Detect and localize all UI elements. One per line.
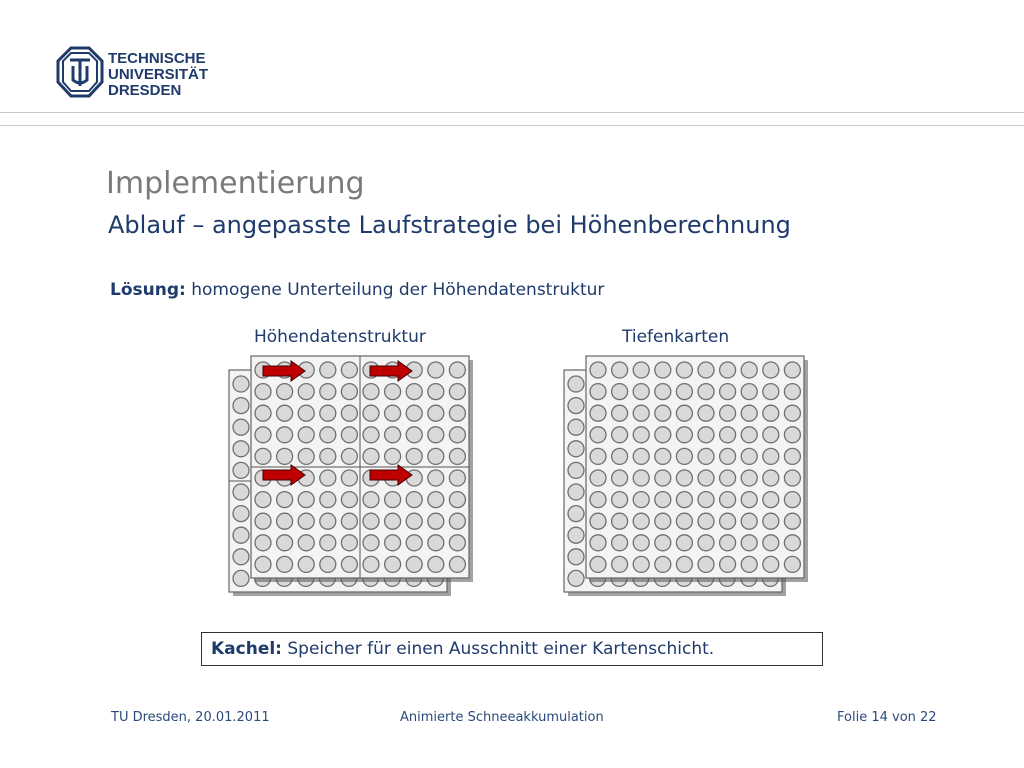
grid-cell-dot	[720, 492, 736, 508]
grid-cell-dot	[233, 398, 249, 414]
grid-cell-dot	[363, 513, 379, 529]
grid-cell-dot	[568, 484, 584, 500]
grid-cell-dot	[633, 405, 649, 421]
grid-cell-dot	[406, 513, 422, 529]
grid-cell-dot	[720, 448, 736, 464]
slide-subtitle: Ablauf – angepasste Laufstrategie bei Höhenberechnung	[108, 211, 791, 239]
grid-cell-dot	[655, 427, 671, 443]
grid-cell-dot	[698, 448, 714, 464]
grid-cell-dot	[233, 441, 249, 457]
grid-cell-dot	[277, 513, 293, 529]
grid-cell-dot	[341, 427, 357, 443]
grid-cell-dot	[590, 427, 606, 443]
grid-cell-dot	[320, 492, 336, 508]
footer-date: TU Dresden, 20.01.2011	[111, 710, 270, 725]
height-structure-diagram	[225, 352, 480, 597]
grid-cell-dot	[720, 384, 736, 400]
grid-cell-dot	[277, 492, 293, 508]
grid-cell-dot	[449, 556, 465, 572]
grid-cell-dot	[720, 427, 736, 443]
depth-layer-front	[586, 356, 808, 582]
grid-cell-dot	[320, 405, 336, 421]
tile-label: Kachel:	[211, 639, 282, 659]
grid-cell-dot	[363, 448, 379, 464]
grid-cell-dot	[406, 405, 422, 421]
grid-cell-dot	[698, 556, 714, 572]
grid-cell-dot	[612, 513, 628, 529]
grid-cell-dot	[568, 441, 584, 457]
grid-cell-dot	[320, 427, 336, 443]
solution-line	[110, 280, 604, 300]
grid-cell-dot	[655, 362, 671, 378]
grid-cell-dot	[612, 448, 628, 464]
grid-cell-dot	[612, 535, 628, 551]
grid-cell-dot	[385, 384, 401, 400]
grid-cell-dot	[385, 427, 401, 443]
grid-cell-dot	[720, 362, 736, 378]
grid-cell-dot	[568, 570, 584, 586]
grid-cell-dot	[633, 535, 649, 551]
grid-cell-dot	[590, 362, 606, 378]
grid-cell-dot	[676, 470, 692, 486]
grid-cell-dot	[449, 492, 465, 508]
grid-cell-dot	[277, 384, 293, 400]
grid-cell-dot	[763, 427, 779, 443]
grid-cell-dot	[428, 384, 444, 400]
grid-cell-dot	[255, 492, 271, 508]
grid-cell-dot	[590, 492, 606, 508]
grid-cell-dot	[568, 527, 584, 543]
grid-cell-dot	[784, 427, 800, 443]
header-rule-top	[0, 112, 1024, 113]
tile-definition-box	[201, 632, 823, 666]
grid-cell-dot	[428, 535, 444, 551]
grid-cell-dot	[763, 362, 779, 378]
grid-cell-dot	[233, 419, 249, 435]
grid-cell-dot	[784, 535, 800, 551]
grid-cell-dot	[655, 535, 671, 551]
grid-cell-dot	[655, 513, 671, 529]
grid-cell-dot	[655, 405, 671, 421]
grid-cell-dot	[612, 384, 628, 400]
grid-cell-dot	[363, 492, 379, 508]
grid-cell-dot	[568, 462, 584, 478]
grid-cell-dot	[341, 448, 357, 464]
grid-cell-dot	[428, 513, 444, 529]
figure-label-height-structure: Höhendatenstruktur	[254, 327, 426, 347]
grid-cell-dot	[341, 384, 357, 400]
depth-maps-diagram	[560, 352, 815, 597]
grid-cell-dot	[763, 384, 779, 400]
grid-cell-dot	[741, 405, 757, 421]
grid-cell-dot	[763, 448, 779, 464]
grid-cell-dot	[568, 419, 584, 435]
logo-text-line1: TECHNISCHE	[108, 50, 206, 67]
grid-cell-dot	[655, 384, 671, 400]
grid-cell-dot	[428, 492, 444, 508]
grid-cell-dot	[784, 384, 800, 400]
grid-cell-dot	[763, 470, 779, 486]
grid-cell-dot	[320, 535, 336, 551]
grid-cell-dot	[341, 535, 357, 551]
grid-cell-dot	[298, 384, 314, 400]
grid-cell-dot	[698, 513, 714, 529]
grid-cell-dot	[698, 535, 714, 551]
grid-cell-dot	[720, 513, 736, 529]
grid-cell-dot	[590, 405, 606, 421]
grid-cell-dot	[385, 513, 401, 529]
grid-cell-dot	[698, 470, 714, 486]
grid-cell-dot	[277, 405, 293, 421]
grid-cell-dot	[298, 535, 314, 551]
grid-cell-dot	[428, 427, 444, 443]
grid-cell-dot	[449, 362, 465, 378]
grid-cell-dot	[612, 470, 628, 486]
footer-topic: Animierte Schneeakkumulation	[400, 710, 604, 725]
grid-cell-dot	[277, 535, 293, 551]
grid-cell-dot	[633, 448, 649, 464]
grid-cell-dot	[233, 462, 249, 478]
grid-cell-dot	[590, 556, 606, 572]
tile-text: Speicher für einen Ausschnitt einer Kartenschicht.	[281, 639, 715, 659]
tu-dresden-logo	[56, 46, 226, 100]
grid-cell-dot	[568, 506, 584, 522]
grid-cell-dot	[568, 376, 584, 392]
grid-cell-dot	[320, 448, 336, 464]
grid-cell-dot	[633, 556, 649, 572]
grid-cell-dot	[320, 556, 336, 572]
grid-cell-dot	[277, 427, 293, 443]
grid-cell-dot	[698, 492, 714, 508]
grid-cell-dot	[406, 556, 422, 572]
grid-cell-dot	[633, 492, 649, 508]
grid-cell-dot	[633, 384, 649, 400]
grid-cell-dot	[406, 492, 422, 508]
grid-cell-dot	[320, 384, 336, 400]
grid-cell-dot	[406, 384, 422, 400]
grid-cell-dot	[698, 405, 714, 421]
grid-cell-dot	[255, 427, 271, 443]
grid-cell-dot	[741, 513, 757, 529]
grid-cell-dot	[341, 513, 357, 529]
grid-cell-dot	[255, 535, 271, 551]
grid-cell-dot	[255, 556, 271, 572]
grid-cell-dot	[233, 570, 249, 586]
grid-cell-dot	[784, 513, 800, 529]
grid-cell-dot	[676, 427, 692, 443]
grid-cell-dot	[385, 405, 401, 421]
grid-cell-dot	[341, 470, 357, 486]
grid-cell-dot	[428, 405, 444, 421]
grid-cell-dot	[449, 384, 465, 400]
grid-cell-dot	[341, 362, 357, 378]
grid-cell-dot	[633, 513, 649, 529]
grid-cell-dot	[590, 470, 606, 486]
grid-cell-dot	[612, 556, 628, 572]
grid-cell-dot	[385, 535, 401, 551]
grid-cell-dot	[676, 535, 692, 551]
grid-cell-dot	[784, 492, 800, 508]
grid-cell-dot	[568, 398, 584, 414]
grid-cell-dot	[385, 492, 401, 508]
grid-cell-dot	[633, 470, 649, 486]
grid-cell-dot	[633, 362, 649, 378]
grid-cell-dot	[449, 470, 465, 486]
grid-cell-dot	[741, 470, 757, 486]
grid-cell-dot	[698, 362, 714, 378]
grid-cell-dot	[655, 448, 671, 464]
grid-cell-dot	[784, 405, 800, 421]
grid-cell-dot	[255, 513, 271, 529]
grid-cell-dot	[784, 556, 800, 572]
grid-cell-dot	[741, 492, 757, 508]
height-layer-front	[251, 356, 473, 582]
grid-cell-dot	[233, 506, 249, 522]
grid-cell-dot	[406, 535, 422, 551]
grid-cell-dot	[341, 405, 357, 421]
grid-cell-dot	[590, 448, 606, 464]
grid-cell-dot	[676, 384, 692, 400]
grid-cell-dot	[741, 448, 757, 464]
grid-cell-dot	[298, 405, 314, 421]
grid-cell-dot	[428, 448, 444, 464]
grid-cell-dot	[320, 513, 336, 529]
grid-cell-dot	[612, 362, 628, 378]
grid-cell-dot	[612, 405, 628, 421]
grid-cell-dot	[763, 556, 779, 572]
grid-cell-dot	[449, 405, 465, 421]
grid-cell-dot	[612, 427, 628, 443]
grid-cell-dot	[449, 448, 465, 464]
grid-cell-dot	[233, 376, 249, 392]
grid-cell-dot	[255, 448, 271, 464]
grid-cell-dot	[720, 535, 736, 551]
grid-cell-dot	[363, 427, 379, 443]
grid-cell-dot	[406, 448, 422, 464]
grid-cell-dot	[784, 470, 800, 486]
grid-cell-dot	[255, 384, 271, 400]
grid-cell-dot	[298, 513, 314, 529]
grid-cell-dot	[655, 556, 671, 572]
grid-cell-dot	[676, 362, 692, 378]
slide-title: Implementierung	[106, 166, 365, 201]
grid-cell-dot	[590, 513, 606, 529]
grid-cell-dot	[298, 427, 314, 443]
grid-cell-dot	[612, 492, 628, 508]
grid-cell-dot	[698, 384, 714, 400]
grid-cell-dot	[720, 556, 736, 572]
grid-cell-dot	[741, 535, 757, 551]
grid-cell-dot	[590, 535, 606, 551]
grid-cell-dot	[720, 405, 736, 421]
grid-cell-dot	[676, 448, 692, 464]
grid-cell-dot	[363, 405, 379, 421]
grid-cell-dot	[568, 549, 584, 565]
grid-cell-dot	[428, 470, 444, 486]
grid-cell-dot	[363, 535, 379, 551]
grid-cell-dot	[633, 427, 649, 443]
grid-cell-dot	[406, 427, 422, 443]
logo-text-line2: UNIVERSITÄT	[108, 66, 209, 83]
grid-cell-dot	[763, 492, 779, 508]
grid-cell-dot	[298, 556, 314, 572]
grid-cell-dot	[255, 405, 271, 421]
grid-cell-dot	[385, 556, 401, 572]
grid-cell-dot	[784, 448, 800, 464]
grid-cell-dot	[298, 448, 314, 464]
grid-cell-dot	[449, 427, 465, 443]
grid-cell-dot	[449, 513, 465, 529]
grid-cell-dot	[741, 556, 757, 572]
grid-cell-dot	[676, 513, 692, 529]
grid-cell-dot	[363, 556, 379, 572]
grid-cell-dot	[720, 470, 736, 486]
grid-cell-dot	[341, 492, 357, 508]
grid-cell-dot	[698, 427, 714, 443]
footer-slide-number: Folie 14 von 22	[837, 710, 937, 725]
grid-cell-dot	[676, 405, 692, 421]
grid-cell-dot	[763, 513, 779, 529]
grid-cell-dot	[676, 556, 692, 572]
grid-cell-dot	[277, 448, 293, 464]
solution-label: Lösung:	[110, 280, 186, 300]
grid-cell-dot	[763, 405, 779, 421]
grid-cell-dot	[298, 492, 314, 508]
solution-text: homogene Unterteilung der Höhendatenstruktur	[185, 280, 605, 300]
grid-cell-dot	[277, 556, 293, 572]
grid-cell-dot	[763, 535, 779, 551]
grid-cell-dot	[676, 492, 692, 508]
grid-cell-dot	[320, 470, 336, 486]
grid-cell-dot	[590, 384, 606, 400]
grid-cell-dot	[233, 527, 249, 543]
grid-cell-dot	[233, 549, 249, 565]
grid-cell-dot	[428, 362, 444, 378]
grid-cell-dot	[428, 556, 444, 572]
grid-cell-dot	[320, 362, 336, 378]
grid-cell-dot	[363, 384, 379, 400]
grid-cell-dot	[784, 362, 800, 378]
figure-label-depth-maps: Tiefenkarten	[622, 327, 730, 347]
grid-cell-dot	[655, 470, 671, 486]
grid-cell-dot	[449, 535, 465, 551]
grid-cell-dot	[741, 362, 757, 378]
grid-cell-dot	[385, 448, 401, 464]
grid-cell-dot	[233, 484, 249, 500]
grid-cell-dot	[741, 384, 757, 400]
grid-cell-dot	[341, 556, 357, 572]
grid-cell-dot	[741, 427, 757, 443]
header-rule-bottom	[0, 125, 1024, 126]
grid-cell-dot	[655, 492, 671, 508]
logo-text-line3: DRESDEN	[108, 82, 182, 99]
